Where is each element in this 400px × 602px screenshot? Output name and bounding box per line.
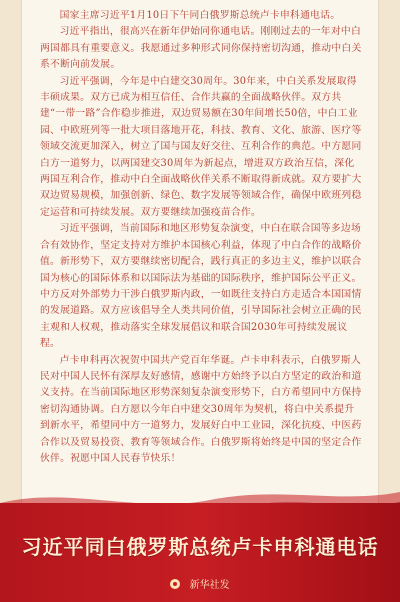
article-body [40, 8, 362, 494]
headline: 习近平同白俄罗斯总统卢卡申科通电话 [21, 535, 379, 559]
article-paragraph-2: 习近平指出，很高兴在新年伊始同你通电话。刚刚过去的一年对中白两国都具有重要意义。我愿通过多种形式同你保持密切沟通，推动中白关系不断向前发展。 [40, 26, 362, 71]
article-paragraph-4: 习近平强调，当前国际和地区形势复杂演变，中白在联合国等多边场合有效协作，坚定支持对方维护本国核心利益，体现了中白合作的战略价值。新形势下，双方要继续密切配合，践行真正的多边主义，维护以联合国为核心的国际体系和以国际法为基础的国际秩序，维护国际公平正义。中方反对外部势力干涉白俄罗斯内政，一如既往支持白方走适合本国国情的发展道路。双方应该倡导全人类共同价值，引导国际社会树立正确的民主观和人权观，推动落实全球发展倡议和联合国2030年可持续发展议程。 [40, 223, 362, 350]
source-label: 新华社发 [189, 580, 230, 591]
xinhua-logo-icon [170, 579, 180, 589]
article-paper [22, 0, 378, 503]
source-credit [0, 576, 400, 591]
article-paragraph-5: 卢卡申科再次祝贺中国共产党百年华诞。卢卡申科表示，白俄罗斯人民对中国人民怀有深厚友好感情，感谢中方始终予以白方坚定的政治和道义支持。在当前国际地区形势深刻复杂演变形势下，白方希望同中方保持密切沟通协调。白方愿以今年白中建交30周年为契机，将白中关系提升到新水平，希望同中方一道努力，发展好白中工业园，深化抗疫、中医药合作以及贸易投资、教育等领域合作。白俄罗斯将始终是中国的坚定合作伙伴。祝愿中国人民春节快乐！ [40, 354, 362, 464]
article-paragraph-3: 习近平强调，今年是中白建交30周年。30年来，中白关系发展取得丰硕成果。双方已成为相互信任、合作共赢的全面战略伙伴。双方共建“一带一路”合作稳步推进，双边贸易额在30年间增长50倍，中白工业园、中欧班列等一批大项目落地开花，科技、教育、文化、旅游、医疗等领域交流更加深入，树立了国与国友好交往、互利合作的典范。中方愿同白方一道努力，以两国建交30周年为新起点，增进双方政治互信，深化两国互利合作，推动中白全面战略伙伴关系不断取得新成就。双方要扩大双边贸易规模，加强创新、绿色、数字发展等领域合作，确保中欧班列稳定运营和可持续发展。双方要继续加强疫苗合作。 [40, 75, 362, 218]
article-paragraph-1: 国家主席习近平1月10日下午同白俄罗斯总统卢卡申科通电话。 [59, 10, 341, 21]
